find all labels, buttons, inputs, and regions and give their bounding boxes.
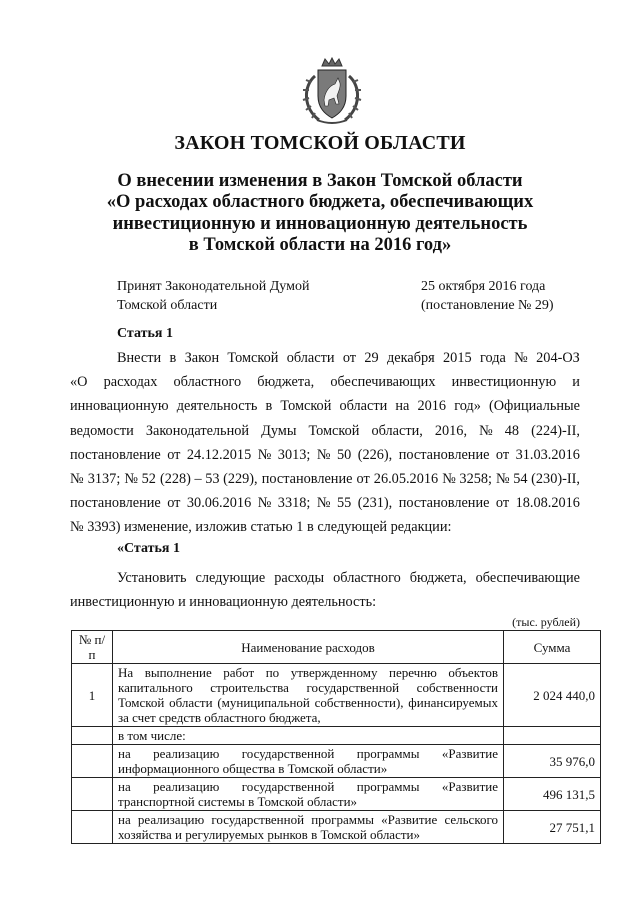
column-header-num: № п/п: [72, 631, 113, 664]
word: № 52: [124, 471, 156, 488]
word: 2016: [417, 398, 447, 415]
word: Внести: [117, 350, 162, 366]
word: 3013;: [277, 446, 311, 463]
word: деятельность: [176, 398, 258, 415]
word: (231),: [357, 495, 393, 512]
law-title: ЗАКОН ТОМСКОЙ ОБЛАСТИ: [174, 132, 466, 154]
adoption-date-block: [421, 277, 554, 315]
word: постановление: [70, 495, 161, 512]
word: бюджета,: [257, 374, 315, 391]
table-row: [72, 727, 601, 745]
word: области: [286, 350, 335, 366]
word: Томской: [280, 398, 332, 415]
word: от: [356, 471, 370, 488]
word: от: [167, 495, 181, 512]
word: Томской: [227, 350, 279, 366]
word: Установить: [117, 570, 187, 586]
word: Закон: [184, 350, 220, 366]
article-text-line: [70, 370, 580, 394]
units-label: (тыс. рублей): [512, 615, 580, 629]
word: и: [572, 374, 580, 391]
word: № 54 (230)-II,: [496, 471, 580, 488]
amount-cell: 35 976,0: [504, 745, 601, 778]
word: области: [339, 398, 388, 415]
word: №: [257, 446, 272, 463]
amount-cell: 2 024 440,0: [504, 664, 601, 727]
word: №: [70, 471, 84, 488]
adopted-by-line: Принят Законодательной Думой: [117, 279, 310, 294]
tomsk-coat-of-arms-emblem: [295, 56, 369, 128]
article-text-line: [70, 467, 580, 491]
word: на: [395, 398, 410, 415]
word: 29: [364, 350, 379, 366]
word: постановление: [398, 495, 490, 512]
word: 3137;: [87, 471, 121, 488]
word: «О: [70, 374, 88, 391]
word: (224)-II,: [531, 422, 580, 439]
adoption-date: 25 октября 2016 года: [421, 279, 546, 294]
word: расходы: [274, 570, 325, 586]
word: инновационную: [70, 398, 169, 415]
word: в: [265, 398, 273, 415]
word: от: [495, 446, 510, 463]
word: 2015: [443, 350, 472, 366]
table-row: [72, 745, 601, 778]
word: следующие: [195, 570, 266, 586]
word: областного: [333, 570, 401, 586]
row-number-cell: [72, 778, 113, 811]
word: 26.05.2016: [373, 471, 439, 488]
word: №: [316, 446, 331, 463]
subtitle-line: инвестиционную и инновационную деятельность: [112, 213, 528, 234]
word: 204-ОЗ: [536, 350, 580, 366]
word: 24.12.2015: [186, 446, 252, 463]
word: ведомости: [70, 422, 134, 439]
article-text-line: [70, 419, 580, 443]
word: от: [342, 350, 357, 366]
word: 3318;: [277, 495, 311, 512]
adopted-by: [117, 277, 309, 315]
row-number-cell: [72, 727, 113, 745]
article-body: [70, 346, 580, 540]
word: Законодательной: [145, 422, 250, 439]
word: 48: [504, 422, 520, 439]
word: №: [257, 495, 272, 512]
column-header-sum: Сумма: [504, 631, 601, 664]
word: 18.08.2016: [515, 495, 580, 512]
expense-name-cell: На выполнение работ по утвержденному перечню объектов капитального строительства государственной собственности Томской области (муниципальной собственности), финансируемых за счет средств областного бюджета,: [113, 664, 504, 727]
word: постановление: [261, 471, 353, 488]
article-text-line: [70, 394, 580, 418]
table-header-row: [72, 631, 601, 664]
row-number-cell: 1: [72, 664, 113, 727]
article-text-line: [70, 346, 580, 370]
table-row: [72, 664, 601, 727]
expense-name-cell: на реализацию государственной программы «Развитие информационного общества в Томской области»: [113, 745, 504, 778]
word: года: [479, 350, 506, 366]
word: 50: [336, 446, 352, 463]
article-text-line: № 3393) изменение, изложив статью 1 в следующей редакции:: [70, 519, 452, 536]
law-subtitle: [60, 171, 580, 256]
amount-cell: [504, 727, 601, 745]
word: Думы: [261, 422, 297, 439]
word: №: [479, 422, 493, 439]
word: в: [169, 350, 177, 366]
word: области,: [371, 422, 423, 439]
expenses-table: [71, 630, 601, 844]
word: (Официальные: [488, 398, 580, 415]
word: обеспечивающие: [475, 570, 580, 586]
article-text-line: [70, 491, 580, 515]
quoted-article-body: [70, 566, 580, 614]
article-text-line: [70, 443, 580, 467]
word: обеспечивающих: [330, 374, 436, 391]
word: год»: [454, 398, 481, 415]
expense-name-cell: на реализацию государственной программы «Развитие транспортной системы в Томской области»: [113, 778, 504, 811]
word: 2016,: [434, 422, 468, 439]
word: постановление: [398, 446, 490, 463]
column-header-name: Наименование расходов: [113, 631, 504, 664]
table-row: [72, 811, 601, 844]
quoted-text-line: [70, 566, 580, 590]
resolution-number: (постановление № 29): [421, 298, 554, 313]
word: (226),: [357, 446, 393, 463]
word: №: [316, 495, 331, 512]
word: инвестиционную: [451, 374, 557, 391]
word: от: [167, 446, 181, 463]
amount-cell: 496 131,5: [504, 778, 601, 811]
word: 30.06.2016: [186, 495, 252, 512]
expense-name-cell: на реализацию государственной программы «Развитие сельского хозяйства и регулируемых рынков в Томской области»: [113, 811, 504, 844]
expense-name-cell: в том числе:: [113, 727, 504, 745]
subtitle-line: «О расходах областного бюджета, обеспечивающих: [106, 192, 534, 213]
word: Томской: [308, 422, 360, 439]
quoted-article-heading: «Статья 1: [117, 541, 180, 556]
adopted-by-line: Томской области: [117, 298, 218, 313]
word: постановление: [70, 446, 161, 463]
word: № 3258;: [442, 471, 492, 488]
word: 55: [336, 495, 352, 512]
table-row: [72, 778, 601, 811]
row-number-cell: [72, 745, 113, 778]
word: №: [514, 350, 528, 366]
word: 31.03.2016: [515, 446, 580, 463]
row-number-cell: [72, 811, 113, 844]
word: бюджета,: [409, 570, 467, 586]
word: декабря: [387, 350, 435, 366]
article-heading: Статья 1: [117, 326, 173, 341]
amount-cell: 27 751,1: [504, 811, 601, 844]
word: областного: [173, 374, 242, 391]
subtitle-line: О внесении изменения в Закон Томской области: [117, 171, 523, 191]
word: от: [495, 495, 510, 512]
word: (228) – 53 (229),: [159, 471, 258, 488]
quoted-text-line: инвестиционную и инновационную деятельность:: [70, 594, 377, 611]
word: расходах: [103, 374, 158, 391]
subtitle-line: в Томской области на 2016 год»: [188, 234, 452, 255]
